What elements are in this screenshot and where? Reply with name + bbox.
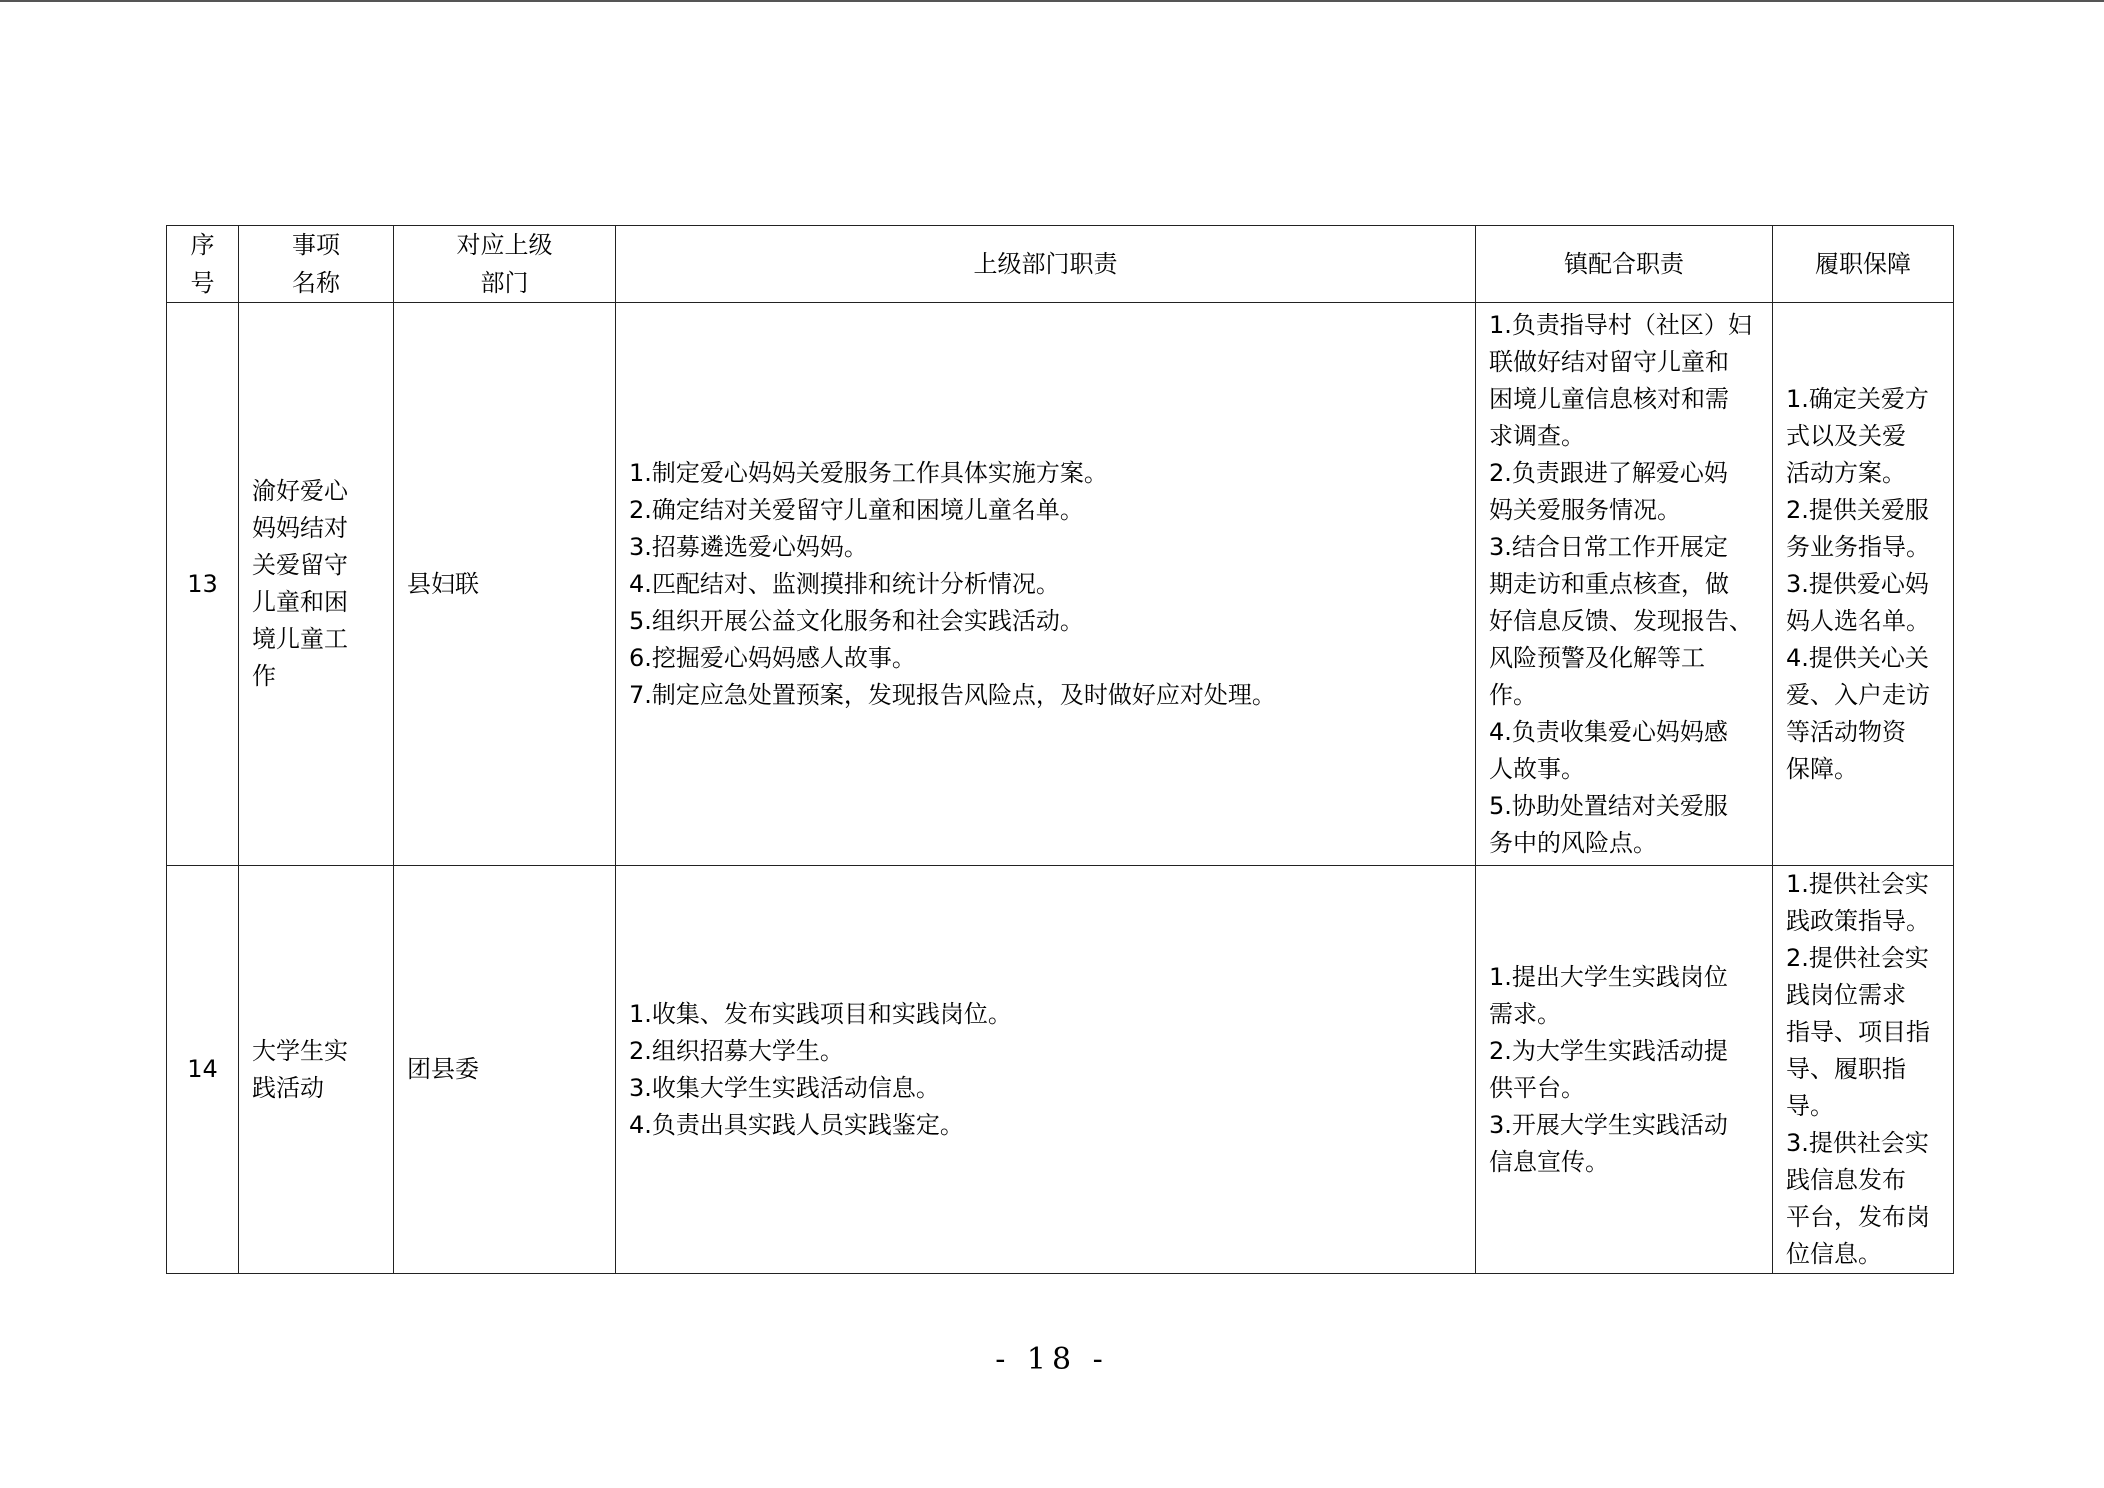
duties-table: [166, 225, 1954, 1274]
row-guarantee: 1.确定关爱方 式以及关爱 活动方案。 2.提供关爱服 务业务指导。 3.提供爱心妈 妈人选名单。 4.提供关心关 爱、入户走访 等活动物资 保障。: [1773, 303, 1954, 866]
table-header-row: [167, 226, 1954, 303]
row-item-name: 大学生实 践活动: [239, 866, 394, 1274]
header-guarantee: 履职保障: [1773, 226, 1954, 303]
row-town-duties: 1.提出大学生实践岗位 需求。 2.为大学生实践活动提 供平台。 3.开展大学生实践活动 信息宣传。: [1476, 866, 1773, 1274]
header-upper-duties: 上级部门职责: [616, 226, 1476, 303]
row-upper-duties: 1.收集、发布实践项目和实践岗位。 2.组织招募大学生。 3.收集大学生实践活动信息。 4.负责出具实践人员实践鉴定。: [616, 866, 1476, 1274]
page-number: - 18 -: [995, 1342, 1109, 1377]
row-upper-duties: 1.制定爱心妈妈关爱服务工作具体实施方案。 2.确定结对关爱留守儿童和困境儿童名单。 3.招募遴选爱心妈妈。 4.匹配结对、监测摸排和统计分析情况。 5.组织开展公益文化服务和社会实践活动。 6.挖掘爱心妈妈感人故事。 7.制定应急处置预案，发现报告风险点，及时做好应对处理。: [616, 303, 1476, 866]
row-item-name: 渝好爱心 妈妈结对 关爱留守 儿童和困 境儿童工 作: [239, 303, 394, 866]
row-guarantee: 1.提供社会实 践政策指导。 2.提供社会实 践岗位需求 指导、项目指 导、履职指 导。 3.提供社会实 践信息发布 平台，发布岗 位信息。: [1773, 866, 1954, 1274]
row-town-duties: 1.负责指导村（社区）妇 联做好结对留守儿童和 困境儿童信息核对和需 求调查。 2.负责跟进了解爱心妈 妈关爱服务情况。 3.结合日常工作开展定 期走访和重点核查，做 好信息反馈、发现报告、 风险预警及化解等工 作。 4.负责收集爱心妈妈感 人故事。 5.协助处置结对关爱服 务中的风险点。: [1476, 303, 1773, 866]
row-upper-dept: 团县委: [394, 866, 616, 1274]
header-seq: 序 号: [167, 226, 239, 303]
header-item-name: 事项 名称: [239, 226, 394, 303]
header-upper-dept: 对应上级 部门: [394, 226, 616, 303]
table-row: [167, 866, 1954, 1274]
header-town-duties: 镇配合职责: [1476, 226, 1773, 303]
row-seq: 13: [167, 303, 239, 866]
row-seq: 14: [167, 866, 239, 1274]
row-upper-dept: 县妇联: [394, 303, 616, 866]
table-row: [167, 303, 1954, 866]
top-border-rule: [0, 0, 2104, 2]
